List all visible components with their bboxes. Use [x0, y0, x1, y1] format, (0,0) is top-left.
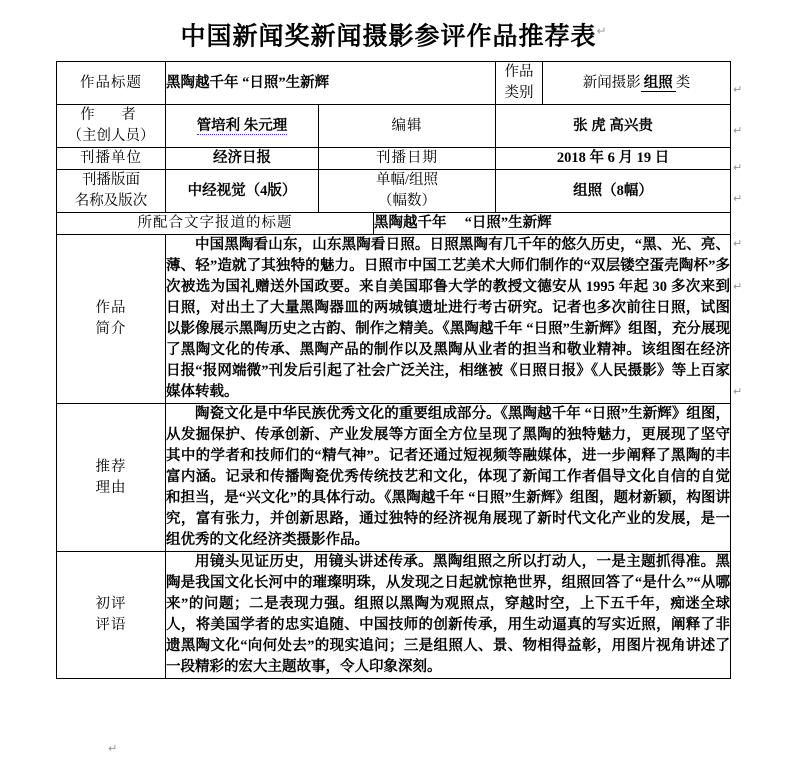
table-row-summary: [57, 235, 731, 404]
value-publisher[interactable]: 经济日报: [166, 148, 319, 170]
value-publish-date[interactable]: 2018 年 6 月 19 日: [496, 148, 731, 170]
table-row-initial-review: [57, 552, 731, 679]
page-title: [0, 16, 788, 52]
text-summary[interactable]: [166, 235, 731, 404]
label-summary-line1: 作品: [95, 300, 127, 317]
table-row-work-title: [57, 62, 731, 105]
label-initial-review-line2: 评语: [95, 617, 127, 634]
value-author[interactable]: [166, 105, 319, 148]
label-recommendation: [57, 404, 166, 552]
text-recommendation[interactable]: [166, 404, 731, 552]
value-edition[interactable]: 中经视觉（4版）: [166, 170, 319, 213]
table-row-publisher: [57, 148, 731, 170]
paragraph-mark-icon: ↵: [596, 24, 608, 38]
text-initial-review-paragraph: 用镜头见证历史，用镜头讲述传承。黑陶组照之所以打动人，一是主题抓得准。黑陶是我国文化长河中的璀璨明珠，从发现之日起就惊艳世界，组照回答了“是什么”“从哪来”的问题；二是表现力强。组照以黑陶为观照点，穿越时空，上下五千年，痴迷全球人，将美国学者的忠实追随、中国技师的创新传承，用生动逼真的写实近照，阐释了非遗黑陶文化“向何处去”的现实追问；三是组照人、景、物相得益彰，用图片视角讲述了一段精彩的宏大主题故事，令人印象深刻。: [166, 554, 731, 676]
label-recommendation-line1: 推荐: [95, 458, 127, 475]
label-edition: [57, 170, 166, 213]
value-accompanying-title[interactable]: 黑陶越千年 “日照”生新辉: [374, 213, 731, 235]
paragraph-mark-icon-bottom: ↵: [108, 742, 118, 755]
label-photo-count-line1: 单幅/组照: [375, 172, 439, 189]
paragraph-mark-icon-2: ↵: [733, 124, 743, 137]
text-initial-review[interactable]: [166, 552, 731, 679]
label-work-category-line2: 类别: [504, 85, 534, 102]
label-publish-date: 刊播日期: [319, 148, 496, 170]
category-prefix: 新闻摄影: [582, 74, 641, 91]
table-row-recommendation: [57, 404, 731, 552]
label-work-title: 作品标题: [57, 62, 166, 105]
text-recommendation-paragraph: 陶瓷文化是中华民族优秀文化的重要组成部分。《黑陶越千年 “日照”生新辉》组图，从发掘保护、传承创新、产业发展等方面全方位呈现了黑陶的独特魅力，更展现了坚守其中的学者和技师们的“精气神”。记者还通过短视频等融媒体，进一步阐释了黑陶的丰富内涵。记录和传播陶瓷优秀传统技艺和文化，体现了新闻工作者倡导文化自信的自觉和担当，是“兴文化”的具体行动。《黑陶越千年 “日照”生新辉》组图，题材新颖，构图讲究，富有张力，并创新思路，通过独特的经济视角展现了新时代文化产业的发展，是一组优秀的文化经济类摄影作品。: [166, 406, 731, 549]
paragraph-mark-icon-7: ↵: [733, 385, 743, 398]
label-author-line2: （主创人员）: [67, 128, 155, 145]
category-suffix: 类: [675, 74, 691, 91]
value-photo-count[interactable]: 组照（8幅）: [496, 170, 731, 213]
category-underlined-value: 组照: [641, 75, 676, 92]
label-edition-line1: 刊播版面: [82, 172, 140, 189]
label-editor: 编辑: [319, 105, 496, 148]
value-work-title[interactable]: 黑陶越千年 “日照”生新辉: [166, 62, 496, 105]
paragraph-mark-icon-1: ↵: [733, 83, 743, 96]
label-photo-count-line2: （幅数）: [378, 193, 436, 210]
label-work-category-line1: 作品: [504, 64, 534, 80]
label-author: [57, 105, 166, 148]
label-summary-line2: 简介: [95, 321, 127, 338]
label-initial-review: [57, 552, 166, 679]
paragraph-mark-icon-4: ↵: [733, 192, 743, 205]
label-photo-count: [319, 170, 496, 213]
paragraph-mark-icon-5: ↵: [733, 237, 743, 250]
label-recommendation-line2: 理由: [95, 479, 127, 496]
table-row-edition: [57, 170, 731, 213]
margin-paragraph-marks: [733, 61, 753, 398]
page-title-text: 中国新闻奖新闻摄影参评作品推荐表: [180, 23, 597, 51]
label-work-category: [496, 62, 543, 105]
label-publisher: 刊播单位: [57, 148, 166, 170]
recommendation-form-table: [56, 61, 731, 679]
value-work-category[interactable]: [543, 62, 731, 105]
label-edition-line2: 名称及版次: [74, 193, 148, 210]
label-initial-review-line1: 初评: [95, 596, 127, 613]
text-summary-paragraph: 中国黑陶看山东，山东黑陶看日照。日照黑陶有几千年的悠久历史，“黑、光、亮、薄、轻”造就了其独特的魅力。日照市中国工艺美术大师们制作的“双层镂空蛋壳陶杯”多次被选为国礼赠送外国政要。来自美国耶鲁大学的教授文德安从 1995 年起 30 多次来到日照，对出土了大量黑陶器皿的两城镇遗址进行考古研究。记者也多次前往日照，试图以影像展示黑陶历史之古韵、制作之精美。《黑陶越千年 “日照”生新辉》组图，充分展现了黑陶文化的传承、黑陶产品的制作以及黑陶从业者的担当和敬业精神。该组图在经济日报“报网端微”刊发后引起了社会广泛关注，相继被《日照日报》《人民摄影》等上百家媒体转载。: [166, 237, 731, 401]
paragraph-mark-icon-6: ↵: [733, 280, 743, 293]
table-row-accompanying: [57, 213, 731, 235]
table-row-author: [57, 105, 731, 148]
value-author-text: 管培利 朱元理: [196, 117, 288, 134]
label-author-line1: 作 者: [80, 107, 142, 124]
value-editor[interactable]: 张 虎 高兴贵: [496, 105, 731, 148]
paragraph-mark-icon-3: ↵: [733, 161, 743, 174]
label-accompanying-title: 所配合文字报道的标题: [57, 213, 374, 235]
label-summary: [57, 235, 166, 404]
